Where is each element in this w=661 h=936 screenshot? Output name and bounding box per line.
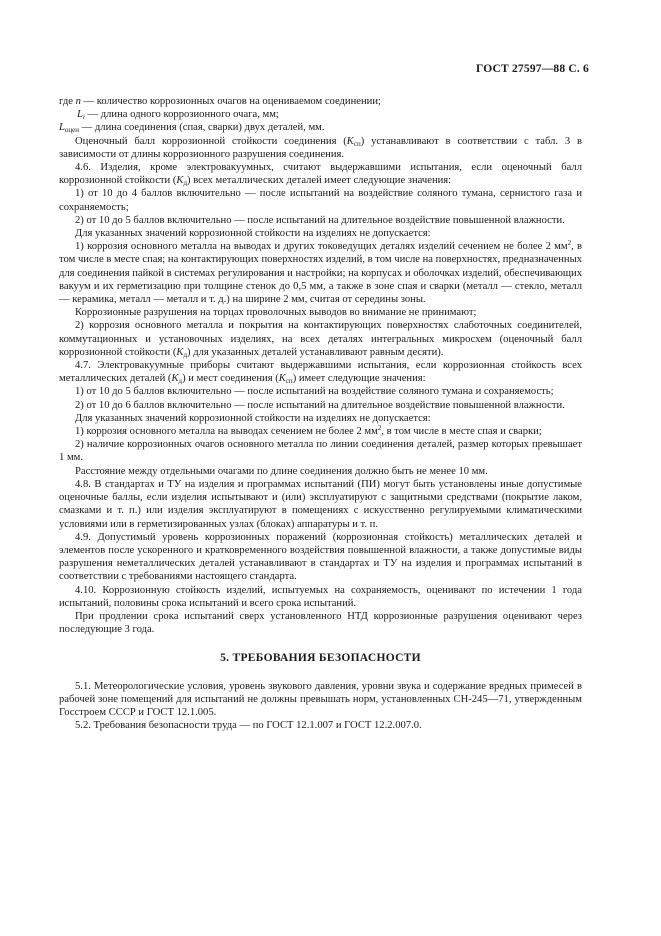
para-4-7-nd1: 1) коррозия основного металла на выводах сечением не более 2 $мм^2$, в том числе в месте спая и сварки; xyxy=(75,424,542,438)
para-4-8: 4.8. В стандартах и ТУ на изделия и программах испытаний (ПИ) могут быть установлены иные допустимые оценочные баллы, если изделия испытывают и (или) эксплуатируют с защитными средствами (покрытие лаком, смазками и т. п.) или изделия эксплуатируют в помещениях с искусственно регулируемыми климатическими условиями или в герметизированных узлах (блоках) аппаратуры и т. п. xyxy=(59,478,582,530)
section-5-title: 5. ТРЕБОВАНИЯ БЕЗОПАСНОСТИ xyxy=(220,652,421,665)
para-4-6: 4.6. Изделия, кроме электровакуумных, считают выдержавшими испытания, если оценочный балл коррозионной стойкости $(K_д)$ всех металлических деталей имеет следующие значения: xyxy=(59,162,582,188)
def-li: $L_i$ — длина одного коррозионного очага, мм; xyxy=(77,109,279,122)
page-header: ГОСТ 27597—88 С. 6 xyxy=(476,63,589,75)
para-4-7-nd2: 2) наличие коррозионных очагов основного металла по линии соединения деталей, размер которых превышает 1 мм. xyxy=(59,439,582,464)
def-locen: $L_{оцен}$ — длина соединения (спая, сварки) двух деталей, мм. xyxy=(59,122,325,135)
para-4-7: 4.7. Электровакуумные приборы считают выдержавшими испытания, если коррозионная стойкость всех металлических деталей $(K_д)$ и мест соединения $(K_{сп})$ имеет следующие значения: xyxy=(59,360,582,386)
para-4-6-not-allowed: Для указанных значений коррозионной стойкости на изделиях не допускается: xyxy=(75,228,431,240)
document-body xyxy=(59,95,582,732)
def-n: где n — количество коррозионных очагов на оцениваемом соединении; xyxy=(59,96,381,107)
para-5-2: 5.2. Требования безопасности труда — по ГОСТ 12.1.007 и ГОСТ 12.2.007.0. xyxy=(75,720,422,732)
para-5-1: 5.1. Метеорологические условия, уровень звукового давления, уровни звука и содержание вредных примесей в рабочей зоне помещений для испытаний не должны превышать норм, установленных СН-245—71, утвержденным Госстроем СССР и ГОСТ 12.1.005. xyxy=(59,680,582,718)
para-4-9: 4.9. Допустимый уровень коррозионных поражений (коррозионная стойкость) металлических деталей и элементов после ускоренного и кратковременного воздействия повышенной влажности, а также допустимые виды разрушения неметаллических деталей устанавливают в стандартах и ТУ на изделия и программах испытаний в соответствии с требованиями настоящего стандарта. xyxy=(59,531,582,583)
para-4-10-extension: При продлении срока испытаний сверх установленного НТД коррозионные разрушения оценивают через последующие 3 года. xyxy=(59,610,582,636)
para-4-10: 4.10. Коррозионную стойкость изделий, испытуемых на сохраняемость, оценивают по истечении 1 года испытаний, половины срока испытаний и всего срока испытаний. xyxy=(59,584,582,609)
para-ball: Оценочный балл коррозионной стойкости соединения $(K_{сп})$ устанавливают в соответствии с табл. 3 в зависимости от длины коррозионного разрушения соединения. xyxy=(59,135,582,160)
para-4-7-item1: 1) от 10 до 5 баллов включительно — после испытаний на воздействие соляного тумана и сохраняемость; xyxy=(75,386,554,398)
para-4-6-item2: 2) от 10 до 5 баллов включительно — после испытаний на длительное воздействие повышенной влажности. xyxy=(75,214,565,226)
para-4-7-distance: Расстояние между отдельными очагами по длине соединения должно быть не менее 10 мм. xyxy=(75,465,488,477)
para-4-7-not-allowed: Для указанных значений коррозионной стойкости на изделиях не допускается: xyxy=(75,412,431,424)
para-4-6-nd2: 2) коррозия основного металла и покрытия на контактирующих поверхностях слаботочных соединителей, коммутационных и установочных изделиях, на всех деталях интегральных микросхем (оценочный балл коррозионной стойкости $(K_д)$ для указанных деталей устанавливают равным десяти). xyxy=(59,320,582,359)
para-4-7-item2: 2) от 10 до 6 баллов включительно — после испытаний на длительное воздействие повышенной влажности. xyxy=(75,399,565,411)
para-4-6-torc: Коррозионные разрушения на торцах проволочных выводов во внимание не принимают; xyxy=(75,307,477,319)
para-4-6-nd1: 1) коррозия основного металла на выводах и других токоведущих деталях изделий сечением не более 2 $мм^2$, в том числе в месте спая; на контактирующих поверхностях изделий, в том числе на поверхностях, предназначенных для соединения пайкой в системах регулирования и настройки; на корпусах и оболочках изделий, обеспечивающих вакуум и их герметизацию при толщине стенок до 0,5 мм, а также в зоне спая и сварки (металл — стекло, металл — керамика, металл — металл и т. д.) на ширине 2 мм, считая от середины зоны. xyxy=(59,239,582,306)
para-4-6-item1: 1) от 10 до 4 баллов включительно — после испытаний на воздействие соляного тумана, сернистого газа и сохраняемость; xyxy=(59,188,582,213)
